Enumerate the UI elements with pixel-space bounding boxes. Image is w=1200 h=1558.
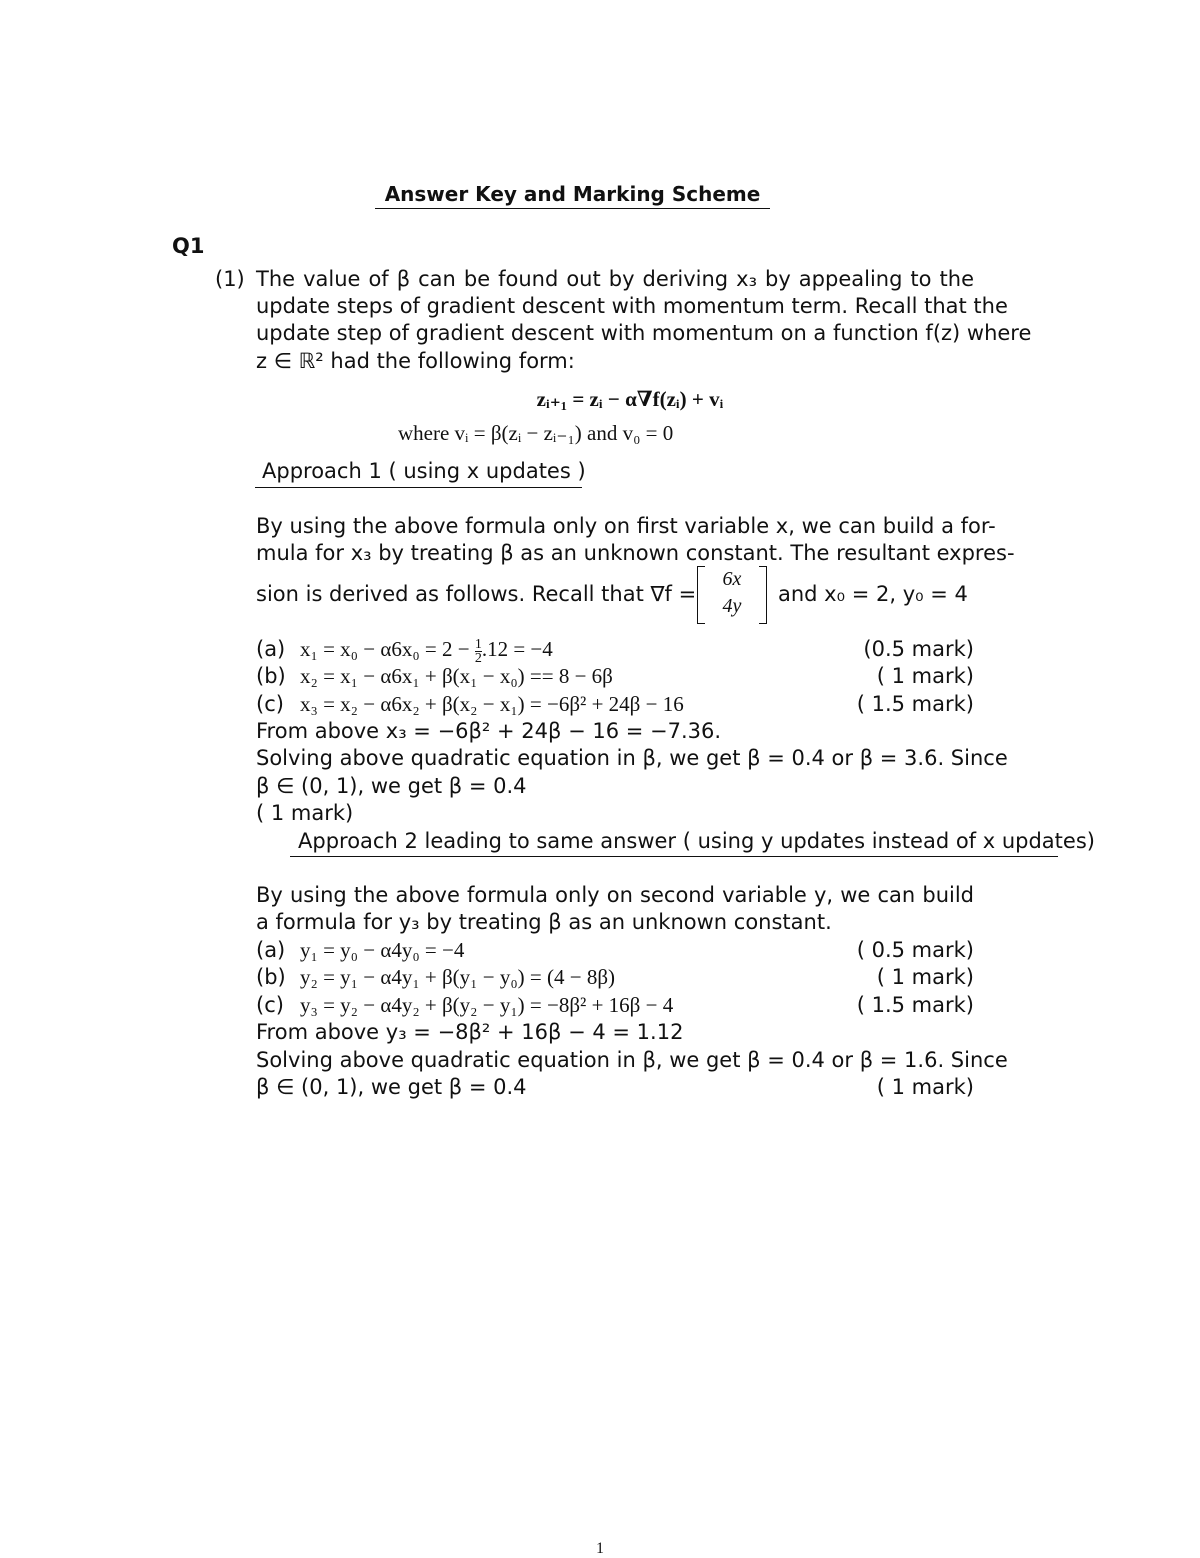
- intro-line-2: update steps of gradient descent with momentum term. Recall that the: [256, 294, 1008, 318]
- approach1-para-1: By using the above formula only on first variable x, we can build a for-: [256, 514, 996, 538]
- a2-step-a-expr: y₁ = y₀ − α4y₀ = −4: [300, 938, 465, 962]
- intro-line-3: update step of gradient descent with momentum on a function f(z) where: [256, 321, 1032, 345]
- intro-label: (1): [215, 267, 245, 291]
- a2-step-a-label: (a): [256, 938, 286, 962]
- approach2-para-2: a formula for y₃ by treating β as an unknown constant.: [256, 910, 832, 934]
- a1-step-b-label: (b): [256, 664, 286, 688]
- a1-step-c-label: (c): [256, 692, 284, 716]
- a1-final-mark: ( 1 mark): [256, 801, 354, 825]
- page-title: Answer Key and Marking Scheme: [375, 182, 770, 209]
- a1-conclusion-3: β ∈ (0, 1), we get β = 0.4: [256, 774, 527, 798]
- intro-line-1: The value of β can be found out by deriving x₃ by appealing to the: [256, 267, 974, 291]
- a1-conclusion-2: Solving above quadratic equation in β, we get β = 0.4 or β = 3.6. Since: [256, 746, 1008, 770]
- approach2-para-1: By using the above formula only on second variable y, we can build: [256, 883, 974, 907]
- frac-den: 2: [474, 650, 482, 666]
- frac-num: 1: [474, 636, 482, 652]
- a2-step-b-label: (b): [256, 965, 286, 989]
- approach1-heading: Approach 1 ( using x updates ): [262, 459, 586, 483]
- a1-step-a-expr: [300, 637, 553, 665]
- approach1-para-2: mula for x₃ by treating β as an unknown constant. The resultant expres-: [256, 541, 1015, 565]
- a1-step-b-mark: ( 1 mark): [876, 664, 974, 688]
- question-label: Q1: [172, 234, 205, 258]
- a1-conclusion-1: From above x₃ = −6β² + 24β − 16 = −7.36.: [256, 719, 722, 743]
- a1-step-b-expr: x₂ = x₁ − α6x₁ + β(x₁ − x₀) == 8 − 6β: [300, 664, 613, 688]
- page-number: 1: [596, 1540, 604, 1557]
- a1-step-a-post: .12 = −4: [481, 637, 553, 661]
- update-equation: zᵢ₊₁ = zᵢ − α∇f(zᵢ) + vᵢ: [536, 387, 724, 411]
- a2-final-mark: ( 1 mark): [876, 1075, 974, 1099]
- a1-step-a-pre: x₁ = x₀ − α6x₀ = 2 −: [300, 637, 470, 661]
- a2-step-b-mark: ( 1 mark): [876, 965, 974, 989]
- a2-step-c-label: (c): [256, 993, 284, 1017]
- momentum-definition: where vᵢ = β(zᵢ − zᵢ₋₁) and v₀ = 0: [398, 421, 674, 445]
- a2-conclusion-3: β ∈ (0, 1), we get β = 0.4: [256, 1075, 527, 1099]
- initial-values: and x₀ = 2, y₀ = 4: [778, 582, 968, 606]
- a2-step-a-mark: ( 0.5 mark): [856, 938, 974, 962]
- intro-line-4: z ∈ ℝ² had the following form:: [256, 349, 575, 373]
- a1-step-a-label: (a): [256, 637, 286, 661]
- approach1-underline: [255, 487, 582, 488]
- a1-step-c-mark: ( 1.5 mark): [856, 692, 974, 716]
- a1-step-c-expr: x₃ = x₂ − α6x₂ + β(x₂ − x₁) = −6β² + 24β − 16: [300, 692, 684, 716]
- approach2-heading: Approach 2 leading to same answer ( using y updates instead of x updates): [298, 829, 1095, 853]
- gradient-recall-prefix: sion is derived as follows. Recall that ∇f =: [256, 582, 697, 606]
- a1-step-a-mark: (0.5 mark): [863, 637, 974, 661]
- half-fraction: [475, 638, 482, 665]
- matrix-cell-bottom: 4y: [722, 595, 742, 617]
- a2-step-c-expr: y₃ = y₂ − α4y₂ + β(y₂ − y₁) = −8β² + 16β − 4: [300, 993, 674, 1017]
- a2-step-c-mark: ( 1.5 mark): [856, 993, 974, 1017]
- a2-step-b-expr: y₂ = y₁ − α4y₁ + β(y₁ − y₀) = (4 − 8β): [300, 965, 616, 989]
- approach2-underline: [290, 856, 1058, 857]
- gradient-matrix: [697, 566, 767, 622]
- a2-conclusion-2: Solving above quadratic equation in β, we get β = 0.4 or β = 1.6. Since: [256, 1048, 1008, 1072]
- a2-conclusion-1: From above y₃ = −8β² + 16β − 4 = 1.12: [256, 1020, 684, 1044]
- matrix-cell-top: 6x: [722, 568, 742, 590]
